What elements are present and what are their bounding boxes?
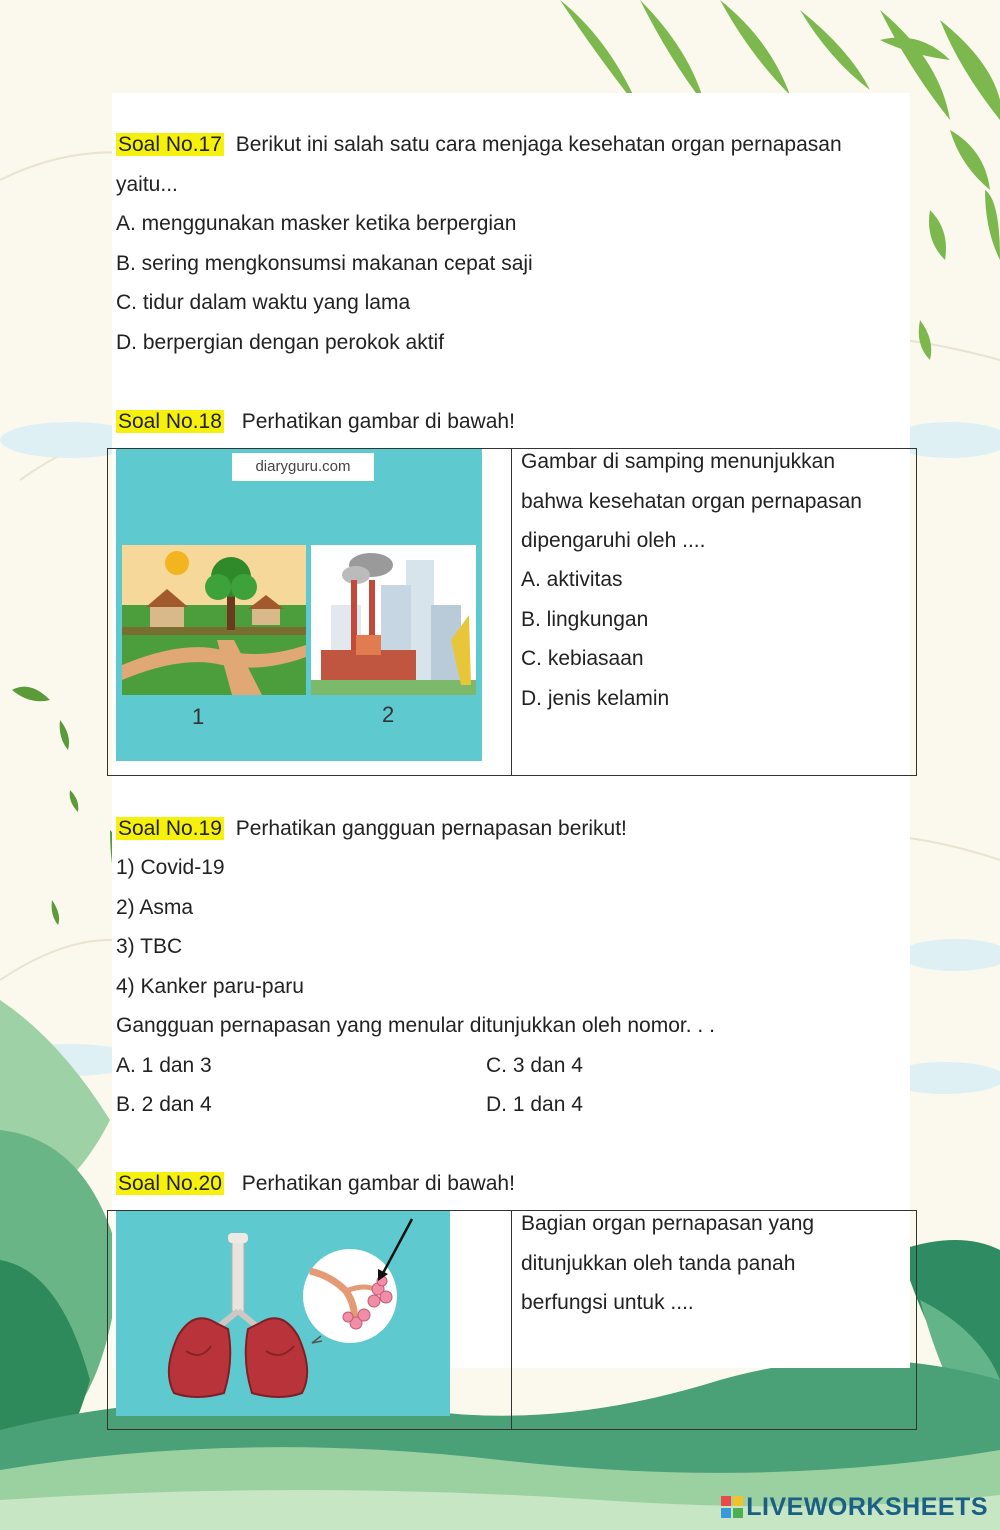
q17-text-continued: yaitu... [116, 173, 178, 196]
q19-heading [116, 817, 627, 841]
q19-item-4: 4) Kanker paru-paru [116, 975, 304, 998]
q17-option-c[interactable]: C. tidur dalam waktu yang lama [116, 291, 411, 314]
q18-side-line-2: bahwa kesehatan organ pernapasan [521, 490, 862, 513]
q20-divider [511, 1211, 512, 1429]
q19-item-1: 1) Covid-19 [116, 856, 225, 879]
q17-option-d[interactable]: D. berpergian dengan perokok aktif [116, 331, 445, 354]
q19-option-b[interactable]: B. 2 dan 4 [116, 1093, 212, 1116]
q19-label: Soal No.19 [118, 817, 222, 840]
q20-lungs-image [116, 1211, 450, 1416]
q18-label: Soal No.18 [118, 410, 222, 433]
q19-item-2: 2) Asma [116, 896, 194, 919]
liveworksheets-icon [721, 1496, 743, 1518]
q20-label: Soal No.20 [118, 1172, 222, 1195]
q19-option-c[interactable]: C. 3 dan 4 [486, 1054, 583, 1077]
q18-watermark: diaryguru.com [232, 453, 374, 481]
q18-side-line-1: Gambar di samping menunjukkan [521, 450, 835, 473]
q18-environment-image [116, 449, 482, 761]
countryside-scene [122, 545, 306, 695]
q18-option-a[interactable]: A. aktivitas [521, 568, 623, 591]
q17-option-a[interactable]: A. menggunakan masker ketika berpergian [116, 212, 517, 235]
lungs-diagram [116, 1211, 450, 1416]
q20-heading [116, 1172, 515, 1196]
q18-caption-1: 1 [192, 704, 205, 729]
q17-label: Soal No.17 [118, 133, 222, 156]
logo-text: LIVEWORKSHEETS [746, 1493, 988, 1521]
q17-heading [116, 133, 842, 157]
q17-text: Berikut ini salah satu cara menjaga kesehatan organ pernapasan [235, 133, 842, 156]
q19-option-d[interactable]: D. 1 dan 4 [486, 1093, 583, 1116]
q18-divider [511, 449, 512, 775]
q17-option-b[interactable]: B. sering mengkonsumsi makanan cepat saji [116, 252, 533, 275]
q18-option-b[interactable]: B. lingkungan [521, 608, 649, 631]
factory-city-scene [311, 545, 476, 695]
q19-item-3: 3) TBC [116, 935, 183, 958]
q19-text: Perhatikan gangguan pernapasan berikut! [235, 817, 627, 840]
q18-option-d[interactable]: D. jenis kelamin [521, 687, 670, 710]
q18-text: Perhatikan gambar di bawah! [241, 410, 515, 433]
q20-text: Perhatikan gambar di bawah! [241, 1172, 515, 1195]
q20-side-line-1: Bagian organ pernapasan yang [521, 1212, 815, 1235]
q18-side-line-3: dipengaruhi oleh .... [521, 529, 706, 552]
q20-side-line-3: berfungsi untuk .... [521, 1291, 694, 1314]
q20-side-line-2: ditunjukkan oleh tanda panah [521, 1252, 796, 1275]
q18-option-c[interactable]: C. kebiasaan [521, 647, 644, 670]
q19-option-a[interactable]: A. 1 dan 3 [116, 1054, 212, 1077]
q19-prompt: Gangguan pernapasan yang menular ditunjukkan oleh nomor. . . [116, 1014, 715, 1037]
q18-caption-2: 2 [382, 702, 395, 727]
q18-heading [116, 410, 515, 434]
liveworksheets-logo[interactable] [721, 1493, 988, 1522]
